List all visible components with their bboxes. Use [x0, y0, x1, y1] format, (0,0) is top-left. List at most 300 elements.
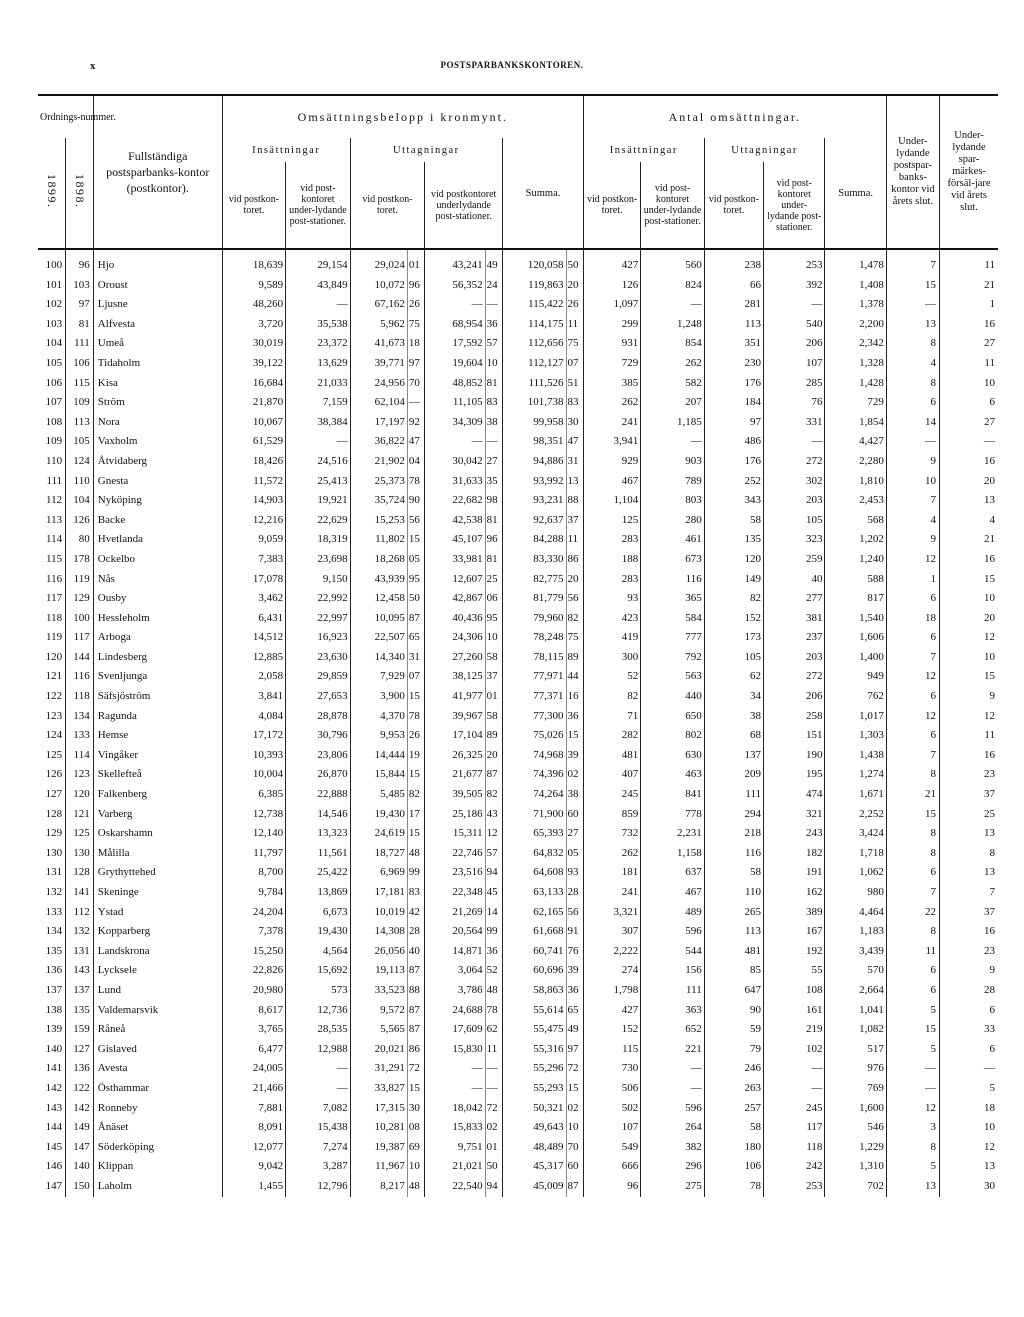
- cell-n99: 122: [45, 690, 63, 703]
- cell-iu: 13,869: [286, 883, 350, 903]
- cell-ii: 18,639: [222, 249, 285, 276]
- cell-uo: 88: [407, 981, 424, 1001]
- cell-au: 650: [641, 707, 704, 727]
- cell-au: 262: [641, 354, 704, 374]
- cell-iu: 24,516: [286, 452, 350, 472]
- cell-ii: 3,462: [222, 589, 285, 609]
- cell-ii: 24,005: [222, 1059, 285, 1079]
- cell-so: 30: [566, 413, 583, 433]
- cell-iu: 22,992: [286, 589, 350, 609]
- cell-s: 119,863: [503, 276, 566, 296]
- cell-sm: 30: [940, 1177, 998, 1197]
- cell-iu: 23,806: [286, 746, 350, 766]
- cell-n98: 128: [66, 863, 94, 883]
- cell-uu: 42,538: [425, 511, 485, 531]
- cell-name: Vaxholm: [93, 432, 222, 452]
- cell-n99: 111: [46, 474, 63, 487]
- cell-sum: 588: [825, 570, 886, 590]
- table-row: [38, 1138, 998, 1158]
- cell-name: Alfvesta: [93, 315, 222, 335]
- cell-n99: 137: [45, 983, 63, 996]
- cell-uv: 29,024: [350, 249, 407, 276]
- cell-ai: 3,941: [583, 432, 640, 452]
- cell-pk: 21: [886, 785, 939, 805]
- cell-pk: 6: [886, 726, 939, 746]
- cell-ii: 6,477: [222, 1040, 285, 1060]
- cell-sum: 702: [825, 1177, 886, 1197]
- cell-bi: 85: [704, 961, 763, 981]
- cell-ai: 245: [583, 785, 640, 805]
- cell-uv: 26,056: [350, 942, 407, 962]
- cell-uv: 43,939: [350, 570, 407, 590]
- cell-iu: 16,923: [286, 628, 350, 648]
- cell-s: 112,656: [503, 334, 566, 354]
- cell-uuo: 96: [485, 530, 502, 550]
- cell-au: 584: [641, 609, 704, 629]
- cell-ai: 300: [583, 648, 640, 668]
- cell-sm: 21: [940, 530, 998, 550]
- cell-n98: 126: [66, 511, 94, 531]
- cell-ai: 71: [583, 707, 640, 727]
- cell-s: 55,316: [503, 1040, 566, 1060]
- cell-so: 16: [566, 687, 583, 707]
- cell-so: 11: [566, 530, 583, 550]
- cell-sm: 21: [940, 276, 998, 296]
- cell-sum: 1,017: [825, 707, 886, 727]
- cell-uu: 19,604: [425, 354, 485, 374]
- cell-so: 20: [566, 570, 583, 590]
- cell-ii: 9,784: [222, 883, 285, 903]
- cell-bu: 243: [764, 824, 825, 844]
- cell-n99: 146: [45, 1160, 63, 1173]
- cell-uo: 78: [407, 707, 424, 727]
- cell-name: Lycksele: [93, 961, 222, 981]
- cell-n99: 136: [45, 964, 63, 977]
- cell-sum: 1,328: [825, 354, 886, 374]
- cell-iu: 25,413: [286, 472, 350, 492]
- cell-name: Hessleholm: [93, 609, 222, 629]
- cell-au: 630: [641, 746, 704, 766]
- header-underlydande-kontor: Under-lydande postspar-banks-kontor vid årets slut.: [886, 95, 939, 249]
- cell-bi: 481: [704, 942, 763, 962]
- cell-uo: 92: [407, 413, 424, 433]
- cell-iu: 7,274: [286, 1138, 350, 1158]
- cell-bi: 343: [704, 491, 763, 511]
- cell-ai: 931: [583, 334, 640, 354]
- cell-au: 461: [641, 530, 704, 550]
- cell-sm: 13: [940, 863, 998, 883]
- cell-n99: 100: [45, 259, 63, 271]
- cell-s: 55,293: [503, 1079, 566, 1099]
- cell-so: 05: [566, 844, 583, 864]
- cell-n98: 147: [66, 1138, 94, 1158]
- cell-n98: 144: [66, 648, 94, 668]
- cell-uv: 39,771: [350, 354, 407, 374]
- cell-bi: 218: [704, 824, 763, 844]
- cell-n99: 102: [45, 298, 63, 311]
- cell-au: 778: [641, 805, 704, 825]
- cell-sm: 6: [940, 393, 998, 413]
- table-row: [38, 276, 998, 296]
- cell-bu: 192: [764, 942, 825, 962]
- cell-iu: 30,796: [286, 726, 350, 746]
- cell-iu: 43,849: [286, 276, 350, 296]
- cell-name: Gnesta: [93, 472, 222, 492]
- cell-ai: 732: [583, 824, 640, 844]
- cell-s: 81,779: [503, 589, 566, 609]
- cell-ii: 30,019: [222, 334, 285, 354]
- cell-n99: 123: [45, 709, 63, 722]
- cell-uuo: 62: [485, 1020, 502, 1040]
- cell-uv: 19,430: [350, 805, 407, 825]
- cell-ai: 929: [583, 452, 640, 472]
- cell-bi: 152: [704, 609, 763, 629]
- cell-name: Nora: [93, 413, 222, 433]
- cell-s: 83,330: [503, 550, 566, 570]
- cell-bi: 34: [704, 687, 763, 707]
- cell-uuo: 81: [485, 374, 502, 394]
- cell-uo: 72: [407, 1059, 424, 1079]
- cell-ii: 6,431: [222, 609, 285, 629]
- cell-sum: 1,478: [825, 249, 886, 276]
- cell-sum: 769: [825, 1079, 886, 1099]
- cell-n99: 145: [45, 1140, 63, 1153]
- cell-uuo: 87: [485, 765, 502, 785]
- cell-uu: 17,609: [425, 1020, 485, 1040]
- cell-pk: 1: [886, 570, 939, 590]
- cell-iu: 38,384: [286, 413, 350, 433]
- cell-uv: 19,387: [350, 1138, 407, 1158]
- cell-n98: 127: [66, 1040, 94, 1060]
- cell-bi: 281: [704, 295, 763, 315]
- cell-so: 97: [566, 1040, 583, 1060]
- cell-n98: 109: [66, 393, 94, 413]
- table-row: [38, 1020, 998, 1040]
- cell-bu: 237: [764, 628, 825, 648]
- cell-uuo: 95: [485, 609, 502, 629]
- table-row: [38, 707, 998, 727]
- cell-uu: 34,309: [425, 413, 485, 433]
- cell-n98: 116: [66, 667, 94, 687]
- cell-uu: 21,269: [425, 903, 485, 923]
- header-omsattningsbelopp: Omsättningsbelopp i kronmynt.: [222, 95, 583, 138]
- cell-s: 55,296: [503, 1059, 566, 1079]
- header-uttagningar: Uttagningar: [350, 138, 502, 162]
- cell-uo: 83: [407, 883, 424, 903]
- cell-n98: 159: [66, 1020, 94, 1040]
- cell-bu: 253: [764, 249, 825, 276]
- cell-name: Ousby: [93, 589, 222, 609]
- cell-au: 789: [641, 472, 704, 492]
- cell-ai: 241: [583, 413, 640, 433]
- cell-bu: 392: [764, 276, 825, 296]
- cell-sm: 5: [940, 1079, 998, 1099]
- cell-iu: 29,859: [286, 667, 350, 687]
- cell-n99: 130: [45, 846, 63, 859]
- cell-uv: 11,802: [350, 530, 407, 550]
- cell-uv: 10,095: [350, 609, 407, 629]
- cell-bu: 259: [764, 550, 825, 570]
- cell-s: 99,958: [503, 413, 566, 433]
- cell-ii: 10,004: [222, 765, 285, 785]
- cell-uv: 9,572: [350, 1001, 407, 1021]
- cell-uu: —: [425, 1079, 485, 1099]
- cell-pk: 7: [886, 883, 939, 903]
- cell-n99: 117: [46, 592, 63, 605]
- cell-uv: 33,523: [350, 981, 407, 1001]
- cell-bi: 265: [704, 903, 763, 923]
- table-row: [38, 374, 998, 394]
- cell-uu: 15,833: [425, 1118, 485, 1138]
- table-row: [38, 472, 998, 492]
- cell-au: 544: [641, 942, 704, 962]
- cell-bu: 302: [764, 472, 825, 492]
- cell-bi: 113: [704, 315, 763, 335]
- cell-sum: 1,240: [825, 550, 886, 570]
- table-row: [38, 354, 998, 374]
- cell-pk: 14: [886, 413, 939, 433]
- cell-bi: 38: [704, 707, 763, 727]
- cell-n98: 178: [66, 550, 94, 570]
- cell-s: 64,832: [503, 844, 566, 864]
- cell-bu: 323: [764, 530, 825, 550]
- cell-uu: 9,751: [425, 1138, 485, 1158]
- cell-au: 489: [641, 903, 704, 923]
- cell-au: 296: [641, 1157, 704, 1177]
- cell-uo: 15: [407, 687, 424, 707]
- header-year-1898: 1898.: [66, 138, 94, 249]
- cell-uuo: 57: [485, 334, 502, 354]
- cell-au: 824: [641, 276, 704, 296]
- cell-iu: 25,422: [286, 863, 350, 883]
- cell-uo: 01: [407, 249, 424, 276]
- cell-uv: 5,565: [350, 1020, 407, 1040]
- cell-n99: 124: [45, 729, 63, 742]
- cell-s: 77,300: [503, 707, 566, 727]
- cell-iu: 15,438: [286, 1118, 350, 1138]
- cell-so: 13: [566, 472, 583, 492]
- cell-so: 50: [566, 249, 583, 276]
- cell-bu: 182: [764, 844, 825, 864]
- cell-iu: 23,698: [286, 550, 350, 570]
- cell-so: 37: [566, 511, 583, 531]
- cell-bu: 107: [764, 354, 825, 374]
- cell-s: 98,351: [503, 432, 566, 452]
- cell-bu: 195: [764, 765, 825, 785]
- cell-n99: 114: [46, 533, 63, 546]
- cell-bi: 252: [704, 472, 763, 492]
- cell-uo: 96: [407, 276, 424, 296]
- cell-sm: 11: [940, 354, 998, 374]
- cell-n99: 135: [45, 944, 63, 957]
- cell-bu: 206: [764, 687, 825, 707]
- cell-uu: 38,125: [425, 667, 485, 687]
- cell-uuo: —: [485, 295, 502, 315]
- cell-bu: 272: [764, 452, 825, 472]
- cell-sm: 16: [940, 315, 998, 335]
- cell-au: 903: [641, 452, 704, 472]
- cell-ai: 859: [583, 805, 640, 825]
- cell-ii: 1,455: [222, 1177, 285, 1197]
- cell-ai: 181: [583, 863, 640, 883]
- cell-iu: 18,319: [286, 530, 350, 550]
- cell-so: 47: [566, 432, 583, 452]
- cell-uo: 50: [407, 589, 424, 609]
- cell-uv: 20,021: [350, 1040, 407, 1060]
- cell-uo: 42: [407, 903, 424, 923]
- cell-au: 560: [641, 249, 704, 276]
- cell-n99: 132: [45, 886, 63, 898]
- table-row: [38, 785, 998, 805]
- cell-ai: 262: [583, 844, 640, 864]
- cell-iu: 3,287: [286, 1157, 350, 1177]
- cell-uu: 26,325: [425, 746, 485, 766]
- cell-n99: 119: [46, 631, 63, 644]
- cell-uuo: 36: [485, 315, 502, 335]
- cell-s: 63,133: [503, 883, 566, 903]
- cell-uv: 3,900: [350, 687, 407, 707]
- cell-uuo: 10: [485, 354, 502, 374]
- cell-au: —: [641, 295, 704, 315]
- cell-uv: 4,370: [350, 707, 407, 727]
- cell-s: 62,165: [503, 903, 566, 923]
- cell-sm: 13: [940, 491, 998, 511]
- cell-uu: 15,311: [425, 824, 485, 844]
- cell-name: Skeninge: [93, 883, 222, 903]
- cell-au: 156: [641, 961, 704, 981]
- cell-bi: 486: [704, 432, 763, 452]
- table-row: [38, 883, 998, 903]
- cell-bu: 76: [764, 393, 825, 413]
- cell-bi: 59: [704, 1020, 763, 1040]
- cell-n98: 133: [66, 726, 94, 746]
- cell-pk: 12: [886, 1099, 939, 1119]
- cell-pk: 7: [886, 648, 939, 668]
- cell-sum: 1,600: [825, 1099, 886, 1119]
- cell-uv: 33,827: [350, 1079, 407, 1099]
- cell-name: Grythyttehed: [93, 863, 222, 883]
- cell-n99: 120: [45, 650, 63, 663]
- cell-bu: 118: [764, 1138, 825, 1158]
- cell-uuo: —: [485, 1079, 502, 1099]
- cell-bu: 253: [764, 1177, 825, 1197]
- cell-pk: 9: [886, 452, 939, 472]
- cell-sm: 13: [940, 824, 998, 844]
- cell-ii: 2,058: [222, 667, 285, 687]
- cell-au: 463: [641, 765, 704, 785]
- cell-pk: 6: [886, 981, 939, 1001]
- cell-so: 56: [566, 589, 583, 609]
- cell-uuo: 36: [485, 942, 502, 962]
- cell-bi: 120: [704, 550, 763, 570]
- table-row: [38, 1079, 998, 1099]
- cell-uv: 9,953: [350, 726, 407, 746]
- cell-iu: 19,921: [286, 491, 350, 511]
- cell-bu: 540: [764, 315, 825, 335]
- cell-pk: —: [886, 295, 939, 315]
- cell-sum: 1,854: [825, 413, 886, 433]
- cell-au: 111: [641, 981, 704, 1001]
- cell-iu: 22,888: [286, 785, 350, 805]
- cell-sum: 1,229: [825, 1138, 886, 1158]
- cell-uo: 65: [407, 628, 424, 648]
- cell-pk: 5: [886, 1001, 939, 1021]
- cell-n99: 107: [45, 396, 63, 409]
- cell-n98: 130: [66, 844, 94, 864]
- cell-au: 563: [641, 667, 704, 687]
- cell-sum: 1,408: [825, 276, 886, 296]
- cell-sum: 1,274: [825, 765, 886, 785]
- cell-ii: 3,720: [222, 315, 285, 335]
- cell-au: 777: [641, 628, 704, 648]
- cell-uv: 11,967: [350, 1157, 407, 1177]
- header-antal-uttagningar: Uttagningar: [704, 138, 825, 162]
- cell-iu: 13,629: [286, 354, 350, 374]
- cell-n99: 127: [45, 788, 63, 801]
- cell-iu: 9,150: [286, 570, 350, 590]
- cell-ii: 9,042: [222, 1157, 285, 1177]
- cell-n99: 138: [45, 1003, 63, 1016]
- cell-pk: 6: [886, 687, 939, 707]
- cell-bi: 78: [704, 1177, 763, 1197]
- cell-name: Hemse: [93, 726, 222, 746]
- cell-uu: 17,592: [425, 334, 485, 354]
- cell-pk: 8: [886, 922, 939, 942]
- cell-uu: 22,682: [425, 491, 485, 511]
- cell-name: Laholm: [93, 1177, 222, 1197]
- cell-n99: 125: [45, 748, 63, 761]
- cell-n99: 140: [45, 1042, 63, 1055]
- cell-bu: 321: [764, 805, 825, 825]
- cell-uo: 90: [407, 491, 424, 511]
- cell-uu: —: [425, 432, 485, 452]
- cell-name: Valdemarsvik: [93, 1001, 222, 1021]
- cell-pk: 15: [886, 1020, 939, 1040]
- cell-sum: 762: [825, 687, 886, 707]
- cell-uo: 05: [407, 550, 424, 570]
- cell-uuo: 37: [485, 667, 502, 687]
- cell-bi: 82: [704, 589, 763, 609]
- cell-uo: 87: [407, 961, 424, 981]
- cell-name: Klippan: [93, 1157, 222, 1177]
- cell-n98: 125: [66, 824, 94, 844]
- cell-bi: 246: [704, 1059, 763, 1079]
- cell-uv: 5,485: [350, 785, 407, 805]
- cell-uo: 15: [407, 765, 424, 785]
- cell-pk: 18: [886, 609, 939, 629]
- cell-sum: 729: [825, 393, 886, 413]
- cell-n99: 126: [45, 768, 63, 781]
- cell-uv: 14,444: [350, 746, 407, 766]
- cell-ai: 385: [583, 374, 640, 394]
- cell-uv: 19,113: [350, 961, 407, 981]
- cell-bi: 263: [704, 1079, 763, 1099]
- cell-ai: 241: [583, 883, 640, 903]
- cell-n99: 147: [45, 1179, 63, 1192]
- cell-uo: 48: [407, 1177, 424, 1197]
- cell-au: 382: [641, 1138, 704, 1158]
- cell-uo: 07: [407, 667, 424, 687]
- cell-uuo: —: [485, 1059, 502, 1079]
- cell-n98: 113: [66, 413, 94, 433]
- cell-bu: —: [764, 295, 825, 315]
- cell-uo: 95: [407, 570, 424, 590]
- cell-uo: 30: [407, 1099, 424, 1119]
- cell-au: 264: [641, 1118, 704, 1138]
- cell-au: 596: [641, 1099, 704, 1119]
- cell-uv: 12,458: [350, 589, 407, 609]
- cell-name: Falkenberg: [93, 785, 222, 805]
